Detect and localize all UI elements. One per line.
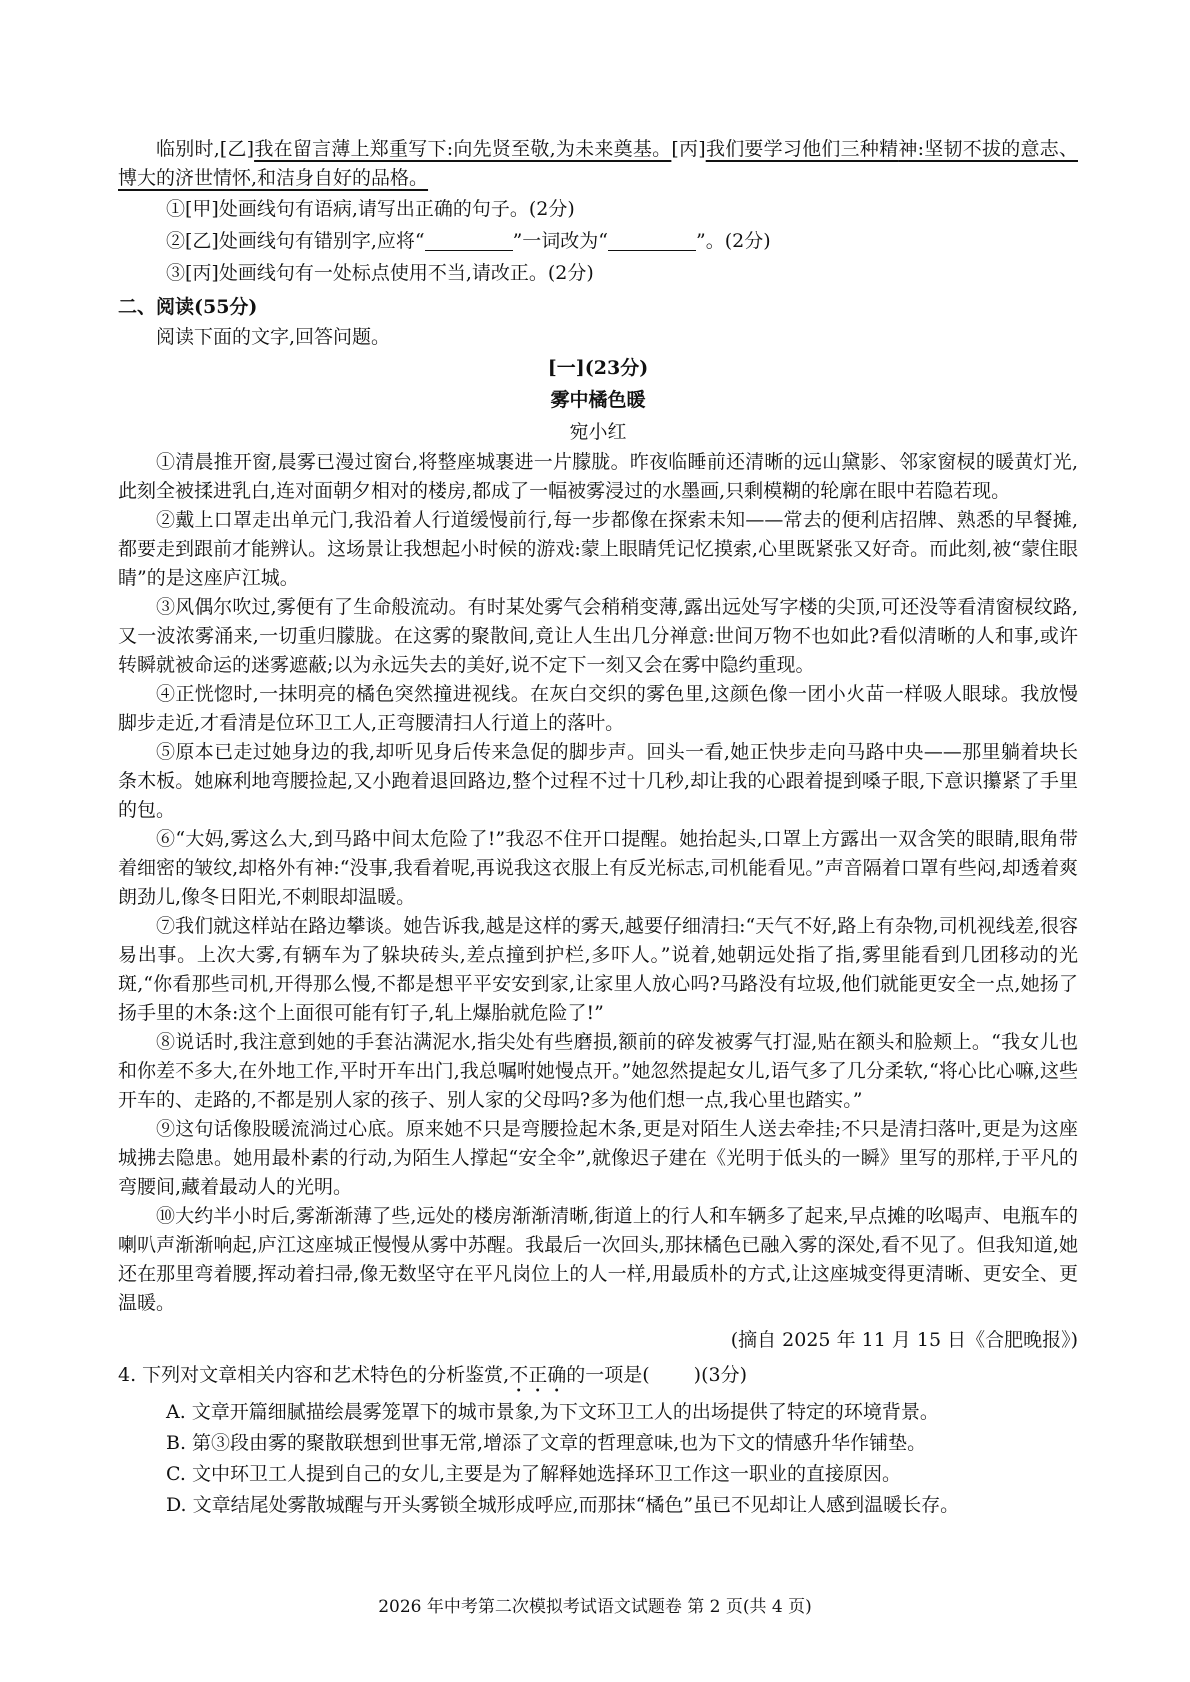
question-4-emphasis: 不正确 [509,1364,567,1386]
article-paragraph: ⑧说话时,我注意到她的手套沾满泥水,指尖处有些磨损,额前的碎发被雾气打湿,贴在额头和脸颊上。“我女儿也和你差不多大,在外地工作,平时开车出门,我总嘱咐她慢点开。”她忽然提起女儿,语气多了几分柔软,“将心比心嘛,这些开车的、走路的,不都是别人家的孩子、别人家的父母吗?多为他们想一点,我心里也踏实。” [118,1031,1078,1111]
article-paragraph: ⑥“大妈,雾这么大,到马路中间太危险了!”我忍不住开口提醒。她抬起头,口罩上方露出一双含笑的眼睛,眼角带着细密的皱纹,却格外有神:“没事,我看着呢,再说我这衣服上有反光标志,司机能看见。”声音隔着口罩有些闷,却透着爽朗劲儿,像冬日阳光,不刺眼却温暖。 [118,828,1078,908]
option-c: C. 文中环卫工人提到自己的女儿,主要是为了解释她选择环卫工作这一职业的直接原因。 [166,1463,901,1485]
article-title: 雾中橘色暖 [550,389,646,411]
sub-question-2-text-b: ”一词改为“ [512,230,609,252]
option-b: B. 第③段由雾的聚散联想到世事无常,增添了文章的哲理意味,也为下文的情感升华作铺垫。 [166,1432,927,1454]
question-4-text-b: 的一项是( [566,1364,650,1386]
part-label: [一](23分) [547,357,649,379]
answer-blank-1[interactable] [425,230,513,251]
page-footer: 2026 年中考第二次模拟考试语文试题卷 第 2 页(共 4 页) [378,1597,812,1617]
sub-question-1: ①[甲]处画线句有语病,请写出正确的句子。(2分) [166,198,575,220]
article-paragraph: ⑨这句话像股暖流淌过心底。原来她不只是弯腰捡起木条,更是对陌生人送去牵挂;不只是清扫落叶,更是为这座城拂去隐患。她用最朴素的行动,为陌生人撑起“安全伞”,就像迟子建在《光明于低头的一瞬》里写的那样,于平凡的弯腰间,藏着最动人的光明。 [118,1118,1078,1198]
underlined-sentence-bing-1: 我们要学习他们三种精 [705,138,899,160]
question-4-stem [118,1360,1078,1397]
sub-question-2-text-c: ”。(2分) [696,230,771,252]
reading-section-heading: 二、阅读(55分) [118,296,258,318]
option-d: D. 文章结尾处雾散城醒与开头雾锁全城形成呼应,而那抹“橘色”虽已不见却让人感到温暖长存。 [166,1494,960,1516]
page-content [118,135,1078,1521]
question-4-text-a: 4. 下列对文章相关内容和艺术特色的分析鉴赏, [118,1364,510,1386]
sub-question-2-text-a: ②[乙]处画线句有错别字,应将“ [166,230,425,252]
option-a: A. 文章开篇细腻描绘晨雾笼罩下的城市景象,为下文环卫工人的出场提供了特定的环境背景。 [166,1401,939,1423]
sub-question-3: ③[丙]处画线句有一处标点使用不当,请改正。(2分) [166,262,594,284]
question-4-text-c: )(3分) [693,1364,747,1386]
article-paragraph: ⑦我们就这样站在路边攀谈。她告诉我,越是这样的雾天,越要仔细清扫:“天气不好,路上有杂物,司机视线差,很容易出事。上次大雾,有辆车为了躲块砖头,差点撞到护栏,多吓人。”说着,她朝远处指了指,雾里能看到几团移动的光斑,“你看那些司机,开得那么慢,不都是想平平安安到家,让家里人放心吗?马路没有垃圾,他们就能更安全一点,她扬了扬手里的木条:这个上面很可能有钉子,轧上爆胎就危险了!” [118,915,1078,1024]
article-paragraph: ②戴上口罩走出单元门,我沿着人行道缓慢前行,每一步都像在探索未知——常去的便利店招牌、熟悉的早餐摊,都要走到跟前才能辨认。这场景让我想起小时候的游戏:蒙上眼睛凭记忆摸索,心里既紧张又好奇。而此刻,被“蒙住眼睛”的是这座庐江城。 [118,509,1078,589]
article-author: 宛小红 [569,421,627,443]
article-paragraph: ⑤原本已走过她身边的我,却听见身后传来急促的脚步声。回头一看,她正快步走向马路中央——那里躺着块长条木板。她麻利地弯腰捡起,又小跑着退回路边,整个过程不过十几秒,却让我的心跟着提到嗓子眼,下意识攥紧了手里的包。 [118,741,1078,821]
label-bing: [丙] [671,138,706,160]
underlined-sentence-yi: 我在留言薄上郑重写下:向先贤至敬,为未来奠基。 [254,138,672,160]
article-source: (摘自 2025 年 11 月 15 日《合肥晚报》) [730,1329,1078,1351]
revision-passage [118,135,1078,193]
label-yi: 临别时,[乙] [156,138,255,160]
article-paragraph: ④正恍惚时,一抹明亮的橘色突然撞进视线。在灰白交织的雾色里,这颜色像一团小火苗一样吸人眼球。我放慢脚步走近,才看清是位环卫工人,正弯腰清扫人行道上的落叶。 [118,683,1078,734]
underlined-sentence-bing-2: 神:坚韧不拔的意志、博大的济世情怀,和洁身自好的品格。 [118,138,1078,189]
article-paragraph: ③风偶尔吹过,雾便有了生命般流动。有时某处雾气会稍稍变薄,露出远处写字楼的尖顶,可还没等看清窗棂纹路,又一波浓雾涌来,一切重归朦胧。在这雾的聚散间,竟让人生出几分禅意:世间万物不也如此?看似清晰的人和事,或许转瞬就被命运的迷雾遮蔽;以为永远失去的美好,说不定下一刻又会在雾中隐约重现。 [118,596,1078,676]
sub-question-2 [166,225,1078,257]
article-paragraph: ⑩大约半小时后,雾渐渐薄了些,远处的楼房渐渐清晰,街道上的行人和车辆多了起来,早点摊的吆喝声、电瓶车的喇叭声渐渐响起,庐江这座城正慢慢从雾中苏醒。我最后一次回头,那抹橘色已融入雾的深处,看不见了。但我知道,她还在那里弯着腰,挥动着扫帚,像无数坚守在平凡岗位上的人一样,用最质朴的方式,让这座城变得更清晰、更安全、更温暖。 [118,1205,1078,1314]
answer-blank-2[interactable] [608,230,696,251]
article-paragraph: ①清晨推开窗,晨雾已漫过窗台,将整座城裹进一片朦胧。昨夜临睡前还清晰的远山黛影、邻家窗棂的暖黄灯光,此刻全被揉进乳白,连对面朝夕相对的楼房,都成了一幅被雾浸过的水墨画,只剩模糊的轮廓在眼中若隐若现。 [118,451,1078,502]
reading-instruction: 阅读下面的文字,回答问题。 [156,326,391,348]
